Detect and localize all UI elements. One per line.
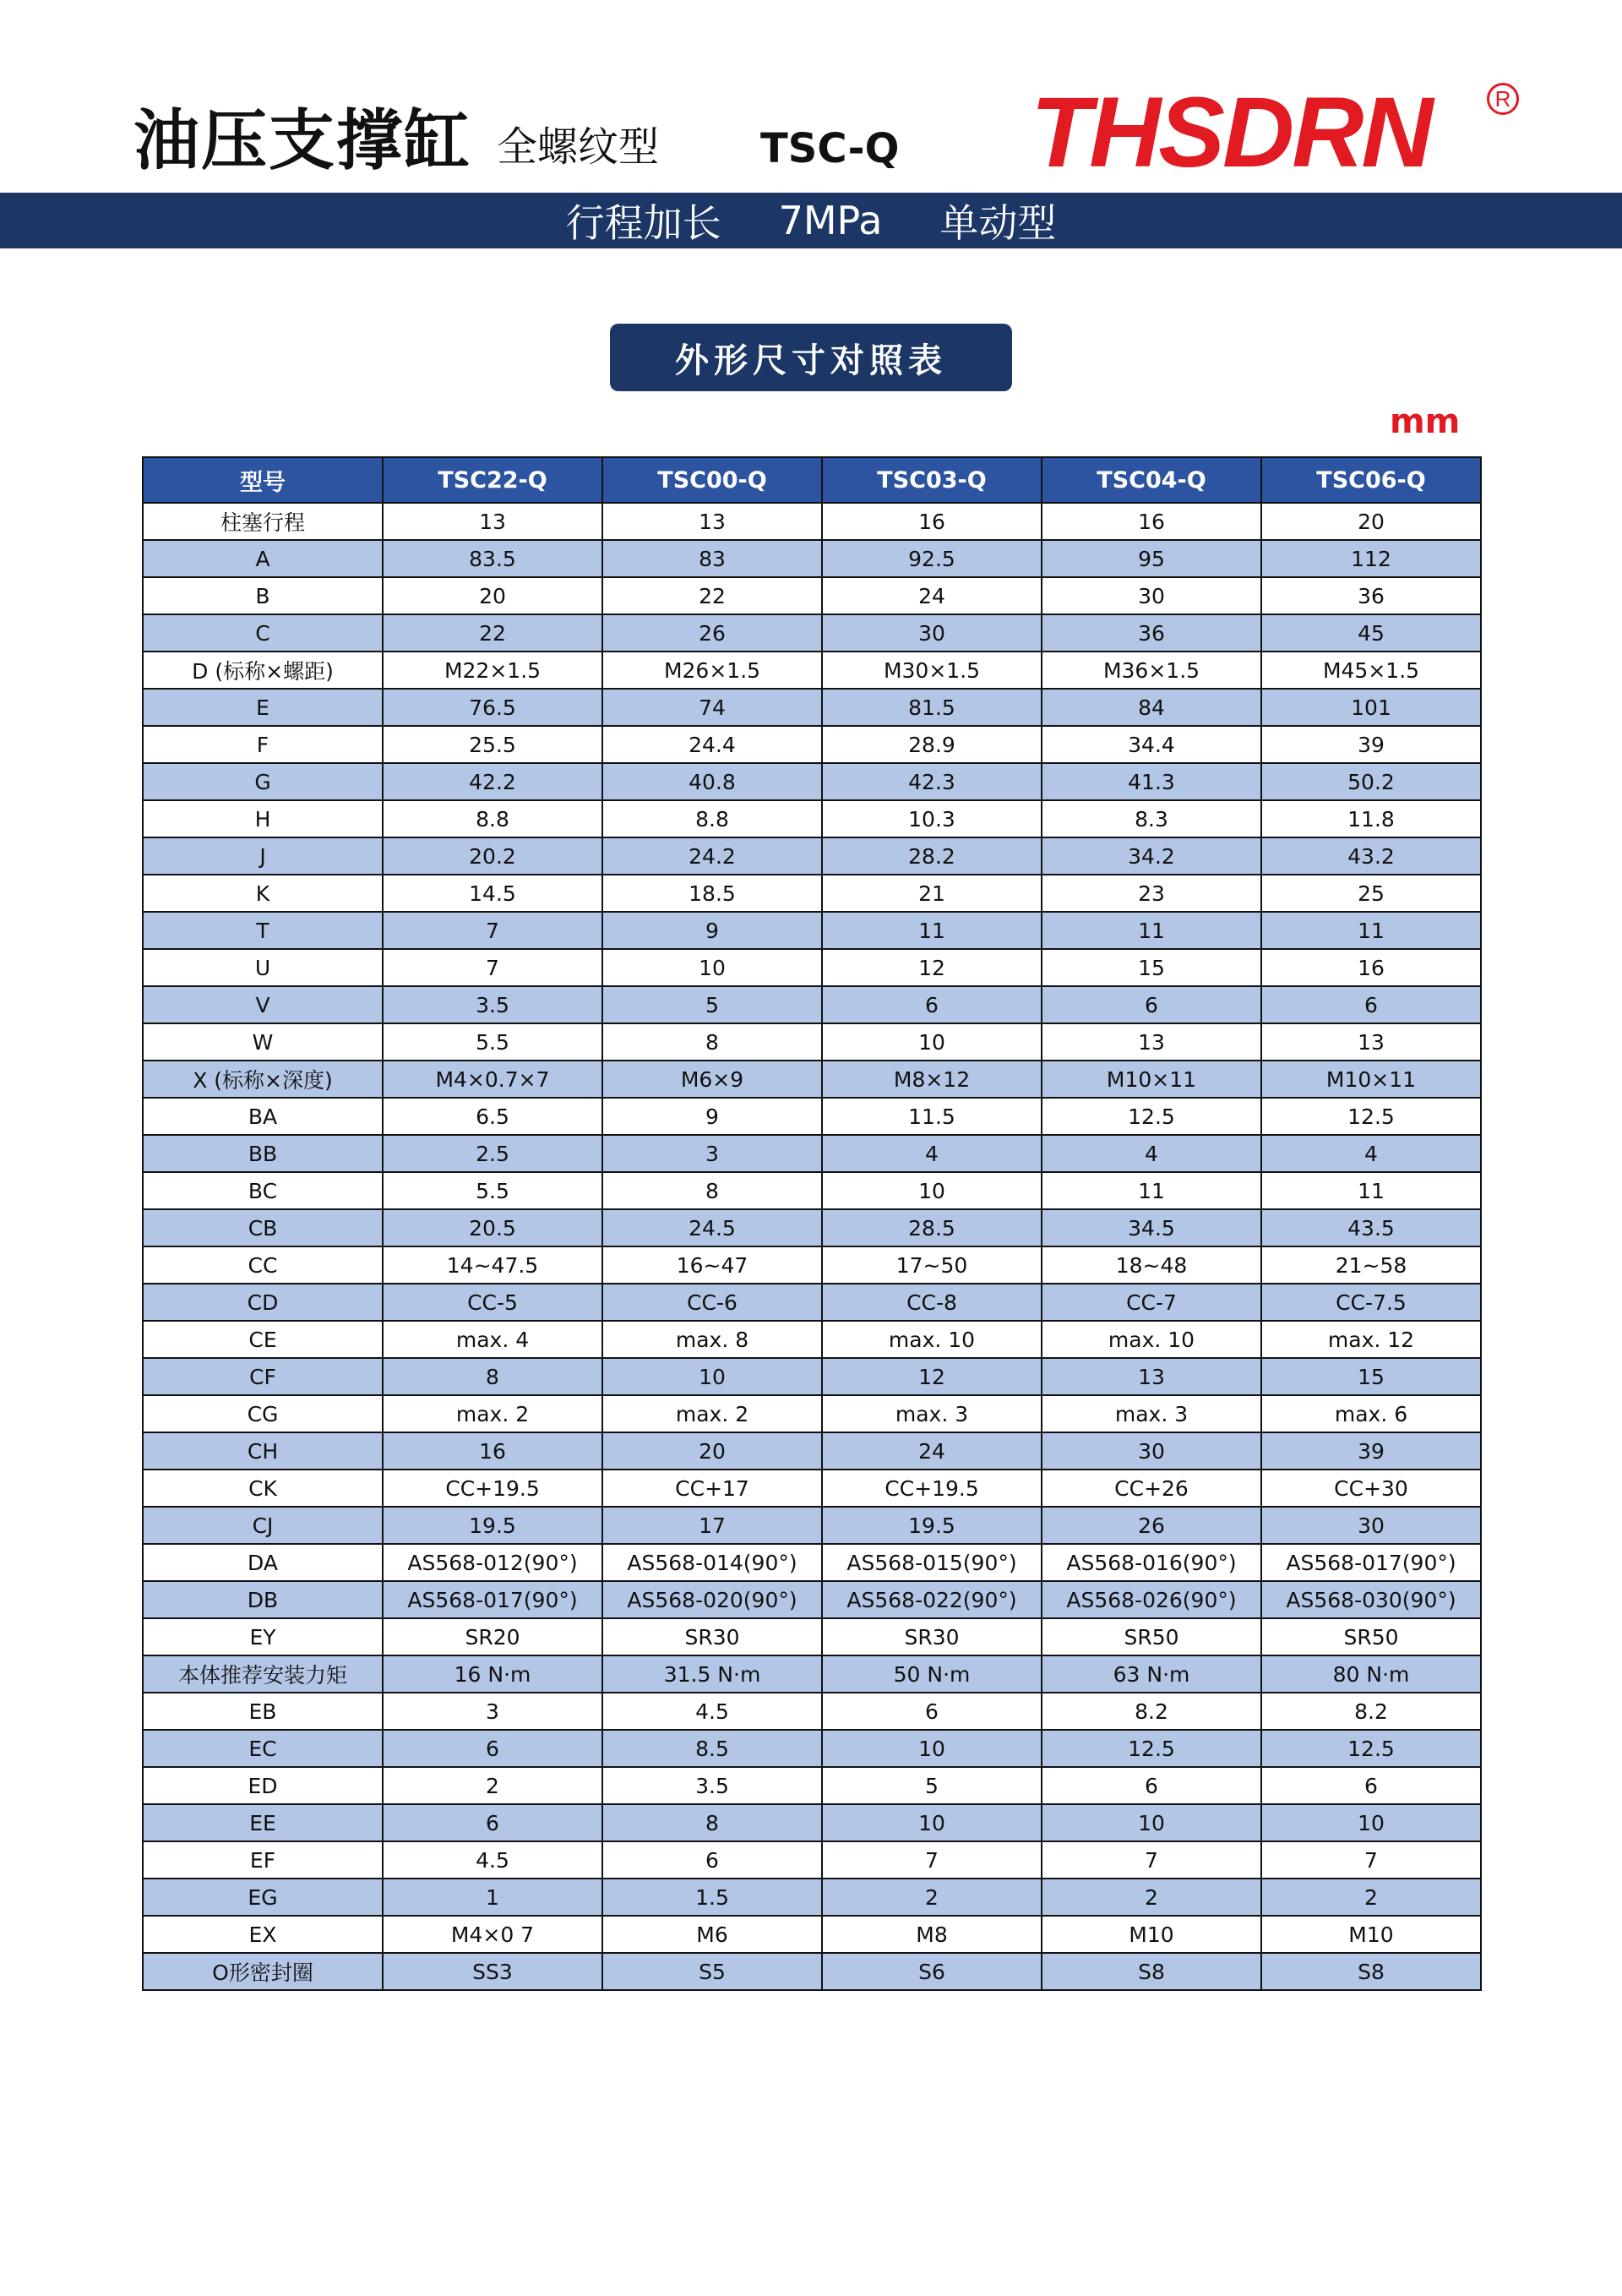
table-row <box>143 1618 1481 1655</box>
table-cell: 8.2 <box>1261 1693 1481 1730</box>
table-cell: M26×1.5 <box>602 652 822 689</box>
table-cell: M10×11 <box>1261 1061 1481 1098</box>
table-cell: AS568-012(90°) <box>383 1544 602 1581</box>
table-cell: AS568-030(90°) <box>1261 1581 1481 1618</box>
table-cell: M6×9 <box>602 1061 822 1098</box>
table-cell: max. 4 <box>383 1321 602 1358</box>
table-cell: M10 <box>1261 1916 1481 1953</box>
row-label: ED <box>143 1767 383 1804</box>
table-cell: 7 <box>383 912 602 949</box>
table-cell: 41.3 <box>1042 763 1261 800</box>
table-cell: 8 <box>602 1023 822 1061</box>
column-header: TSC00-Q <box>602 457 822 503</box>
table-row <box>143 912 1481 949</box>
table-row <box>143 689 1481 726</box>
table-row <box>143 1246 1481 1284</box>
table-cell: 7 <box>822 1841 1042 1879</box>
column-header: TSC22-Q <box>383 457 602 503</box>
table-cell: 5 <box>602 986 822 1023</box>
table-cell: 42.3 <box>822 763 1042 800</box>
table-cell: 31.5 N·m <box>602 1655 822 1693</box>
model-code: TSC-Q <box>760 125 900 172</box>
table-cell: 50 N·m <box>822 1655 1042 1693</box>
row-label: B <box>143 577 383 614</box>
table-cell: 11 <box>1042 1172 1261 1209</box>
row-label: CE <box>143 1321 383 1358</box>
table-cell: max. 3 <box>1042 1395 1261 1432</box>
table-cell: M8 <box>822 1916 1042 1953</box>
table-row <box>143 1358 1481 1395</box>
table-cell: 17 <box>602 1507 822 1544</box>
table-cell: 3 <box>602 1135 822 1172</box>
table-row <box>143 875 1481 912</box>
table-row <box>143 837 1481 875</box>
table-cell: 83 <box>602 540 822 577</box>
table-row <box>143 949 1481 986</box>
table-cell: 30 <box>1042 577 1261 614</box>
column-header: TSC06-Q <box>1261 457 1481 503</box>
table-cell: 81.5 <box>822 689 1042 726</box>
row-label: CJ <box>143 1507 383 1544</box>
table-cell: 92.5 <box>822 540 1042 577</box>
table-row <box>143 1209 1481 1246</box>
table-cell: 6 <box>383 1804 602 1841</box>
table-row <box>143 1507 1481 1544</box>
table-cell: 11 <box>1042 912 1261 949</box>
table-cell: 5.5 <box>383 1023 602 1061</box>
row-label: G <box>143 763 383 800</box>
table-cell: 12.5 <box>1042 1098 1261 1135</box>
table-cell: M10 <box>1042 1916 1261 1953</box>
table-cell: 1.5 <box>602 1879 822 1916</box>
table-cell: 8.2 <box>1042 1693 1261 1730</box>
table-cell: 10 <box>602 1358 822 1395</box>
row-label: K <box>143 875 383 912</box>
table-row <box>143 726 1481 763</box>
table-cell: 6.5 <box>383 1098 602 1135</box>
table-cell: CC-7 <box>1042 1284 1261 1321</box>
table-cell: 18.5 <box>602 875 822 912</box>
table-row <box>143 1953 1481 1990</box>
table-cell: 11 <box>1261 1172 1481 1209</box>
table-row <box>143 1172 1481 1209</box>
table-cell: M45×1.5 <box>1261 652 1481 689</box>
table-cell: 10 <box>602 949 822 986</box>
table-cell: 74 <box>602 689 822 726</box>
table-cell: 12.5 <box>1042 1730 1261 1767</box>
spec-banner <box>0 193 1622 248</box>
table-cell: 8 <box>602 1804 822 1841</box>
table-row <box>143 1916 1481 1953</box>
table-cell: 1 <box>383 1879 602 1916</box>
table-cell: 25 <box>1261 875 1481 912</box>
table-cell: CC-8 <box>822 1284 1042 1321</box>
brand-logo: THSDRN <box>1031 77 1431 188</box>
table-cell: 43.5 <box>1261 1209 1481 1246</box>
table-cell: 2 <box>1261 1879 1481 1916</box>
table-cell: CC+19.5 <box>822 1470 1042 1507</box>
row-label: C <box>143 614 383 652</box>
table-cell: 15 <box>1042 949 1261 986</box>
table-cell: 10.3 <box>822 800 1042 837</box>
row-label: BC <box>143 1172 383 1209</box>
table-row <box>143 986 1481 1023</box>
table-cell: 17~50 <box>822 1246 1042 1284</box>
table-cell: 24 <box>822 577 1042 614</box>
table-cell: 39 <box>1261 1432 1481 1470</box>
table-cell: 5.5 <box>383 1172 602 1209</box>
row-label: EG <box>143 1879 383 1916</box>
table-cell: 2 <box>822 1879 1042 1916</box>
table-cell: max. 10 <box>1042 1321 1261 1358</box>
table-cell: 36 <box>1261 577 1481 614</box>
page-title: 油压支撑缸 <box>133 103 472 179</box>
table-cell: AS568-017(90°) <box>1261 1544 1481 1581</box>
table-cell: 13 <box>1042 1023 1261 1061</box>
table-cell: AS568-020(90°) <box>602 1581 822 1618</box>
row-label: T <box>143 912 383 949</box>
row-label: CB <box>143 1209 383 1246</box>
row-label: BA <box>143 1098 383 1135</box>
table-cell: 18~48 <box>1042 1246 1261 1284</box>
table-cell: SR30 <box>822 1618 1042 1655</box>
row-label: F <box>143 726 383 763</box>
row-label: BB <box>143 1135 383 1172</box>
table-cell: max. 3 <box>822 1395 1042 1432</box>
table-row <box>143 503 1481 540</box>
row-label: CF <box>143 1358 383 1395</box>
table-cell: CC+26 <box>1042 1470 1261 1507</box>
table-cell: 34.2 <box>1042 837 1261 875</box>
table-row <box>143 1655 1481 1693</box>
table-cell: 84 <box>1042 689 1261 726</box>
table-cell: 24 <box>822 1432 1042 1470</box>
table-cell: 4 <box>822 1135 1042 1172</box>
table-cell: M8×12 <box>822 1061 1042 1098</box>
table-cell: 14.5 <box>383 875 602 912</box>
table-cell: 6 <box>822 986 1042 1023</box>
table-cell: M30×1.5 <box>822 652 1042 689</box>
table-cell: 20.5 <box>383 1209 602 1246</box>
table-cell: 8.5 <box>602 1730 822 1767</box>
table-cell: 30 <box>1042 1432 1261 1470</box>
table-cell: SR50 <box>1261 1618 1481 1655</box>
table-cell: 26 <box>602 614 822 652</box>
table-cell: 50.2 <box>1261 763 1481 800</box>
table-cell: 25.5 <box>383 726 602 763</box>
banner-action-label: 单动型 <box>939 200 1057 246</box>
table-cell: 20.2 <box>383 837 602 875</box>
table-cell: 20 <box>383 577 602 614</box>
table-cell: SR20 <box>383 1618 602 1655</box>
table-cell: 8.8 <box>602 800 822 837</box>
table-cell: CC+30 <box>1261 1470 1481 1507</box>
table-cell: 3.5 <box>602 1767 822 1804</box>
row-label: CC <box>143 1246 383 1284</box>
row-label: H <box>143 800 383 837</box>
table-row <box>143 1544 1481 1581</box>
table-row <box>143 1841 1481 1879</box>
table-cell: 95 <box>1042 540 1261 577</box>
table-cell: 13 <box>383 503 602 540</box>
table-row <box>143 540 1481 577</box>
table-cell: 20 <box>1261 503 1481 540</box>
table-cell: 14~47.5 <box>383 1246 602 1284</box>
table-cell: 101 <box>1261 689 1481 726</box>
table-cell: 16 <box>1261 949 1481 986</box>
table-cell: S5 <box>602 1953 822 1990</box>
table-cell: SS3 <box>383 1953 602 1990</box>
table-cell: 45 <box>1261 614 1481 652</box>
row-label: J <box>143 837 383 875</box>
table-cell: 10 <box>822 1804 1042 1841</box>
row-label: D (标称×螺距) <box>143 652 383 689</box>
table-cell: 24.5 <box>602 1209 822 1246</box>
table-cell: 15 <box>1261 1358 1481 1395</box>
table-cell: 6 <box>602 1841 822 1879</box>
table-cell: 12.5 <box>1261 1098 1481 1135</box>
table-row <box>143 577 1481 614</box>
table-cell: 13 <box>602 503 822 540</box>
table-cell: 10 <box>822 1730 1042 1767</box>
table-cell: 6 <box>383 1730 602 1767</box>
table-cell: 26 <box>1042 1507 1261 1544</box>
table-cell: 23 <box>1042 875 1261 912</box>
table-row <box>143 1432 1481 1470</box>
unit-label: mm <box>1390 402 1461 441</box>
table-cell: 76.5 <box>383 689 602 726</box>
table-cell: 22 <box>602 577 822 614</box>
table-cell: CC-7.5 <box>1261 1284 1481 1321</box>
row-label: EB <box>143 1693 383 1730</box>
table-row <box>143 800 1481 837</box>
table-cell: 6 <box>1042 986 1261 1023</box>
table-cell: 12 <box>822 1358 1042 1395</box>
row-label: CH <box>143 1432 383 1470</box>
table-header-row <box>143 457 1481 503</box>
table-cell: max. 10 <box>822 1321 1042 1358</box>
table-cell: 9 <box>602 1098 822 1135</box>
table-cell: 36 <box>1042 614 1261 652</box>
table-cell: 20 <box>602 1432 822 1470</box>
table-cell: 11.8 <box>1261 800 1481 837</box>
table-cell: 40.8 <box>602 763 822 800</box>
table-cell: 10 <box>1261 1804 1481 1841</box>
table-cell: 8 <box>602 1172 822 1209</box>
table-cell: 8.3 <box>1042 800 1261 837</box>
table-cell: AS568-026(90°) <box>1042 1581 1261 1618</box>
table-cell: M36×1.5 <box>1042 652 1261 689</box>
table-row <box>143 1581 1481 1618</box>
row-label: V <box>143 986 383 1023</box>
table-cell: AS568-014(90°) <box>602 1544 822 1581</box>
column-header-model: 型号 <box>143 457 383 503</box>
table-cell: CC-5 <box>383 1284 602 1321</box>
row-label: CD <box>143 1284 383 1321</box>
table-cell: 2 <box>1042 1879 1261 1916</box>
table-row <box>143 1693 1481 1730</box>
table-cell: 10 <box>822 1172 1042 1209</box>
table-cell: M6 <box>602 1916 822 1953</box>
table-cell: 3 <box>383 1693 602 1730</box>
table-cell: CC+17 <box>602 1470 822 1507</box>
row-label: E <box>143 689 383 726</box>
table-cell: 112 <box>1261 540 1481 577</box>
table-cell: 3.5 <box>383 986 602 1023</box>
row-label: EX <box>143 1916 383 1953</box>
table-cell: 10 <box>822 1023 1042 1061</box>
row-label: EY <box>143 1618 383 1655</box>
column-header: TSC04-Q <box>1042 457 1261 503</box>
row-label: EE <box>143 1804 383 1841</box>
table-cell: AS568-022(90°) <box>822 1581 1042 1618</box>
table-cell: 7 <box>1261 1841 1481 1879</box>
table-row <box>143 1470 1481 1507</box>
table-cell: 2.5 <box>383 1135 602 1172</box>
table-row <box>143 1023 1481 1061</box>
table-row <box>143 614 1481 652</box>
table-cell: 21 <box>822 875 1042 912</box>
table-cell: S6 <box>822 1953 1042 1990</box>
row-label: W <box>143 1023 383 1061</box>
table-cell: 4.5 <box>383 1841 602 1879</box>
row-label: EC <box>143 1730 383 1767</box>
table-cell: 7 <box>1042 1841 1261 1879</box>
table-cell: 2 <box>383 1767 602 1804</box>
table-cell: 24.2 <box>602 837 822 875</box>
table-cell: CC+19.5 <box>383 1470 602 1507</box>
table-cell: 42.2 <box>383 763 602 800</box>
page-subtitle: 全螺纹型 <box>497 123 660 171</box>
table-cell: S8 <box>1261 1953 1481 1990</box>
registered-mark-icon: R <box>1487 83 1519 115</box>
table-cell: 6 <box>822 1693 1042 1730</box>
table-cell: max. 8 <box>602 1321 822 1358</box>
table-cell: 28.2 <box>822 837 1042 875</box>
table-cell: 4 <box>1261 1135 1481 1172</box>
table-cell: S8 <box>1042 1953 1261 1990</box>
table-cell: 28.5 <box>822 1209 1042 1246</box>
table-row <box>143 1879 1481 1916</box>
row-label: CG <box>143 1395 383 1432</box>
table-row <box>143 1730 1481 1767</box>
table-cell: 5 <box>822 1767 1042 1804</box>
row-label: U <box>143 949 383 986</box>
table-row <box>143 1804 1481 1841</box>
table-cell: 6 <box>1261 1767 1481 1804</box>
table-cell: max. 2 <box>383 1395 602 1432</box>
table-cell: 34.4 <box>1042 726 1261 763</box>
table-cell: M4×0 7 <box>383 1916 602 1953</box>
table-cell: SR50 <box>1042 1618 1261 1655</box>
table-cell: 43.2 <box>1261 837 1481 875</box>
table-cell: 8.8 <box>383 800 602 837</box>
banner-stroke-label: 行程加长 <box>565 200 721 246</box>
table-cell: 8 <box>383 1358 602 1395</box>
banner-pressure-label: 7MPa <box>778 198 883 243</box>
table-cell: 16~47 <box>602 1246 822 1284</box>
table-cell: CC-6 <box>602 1284 822 1321</box>
row-label: X (标称×深度) <box>143 1061 383 1098</box>
table-row <box>143 1135 1481 1172</box>
table-row <box>143 1098 1481 1135</box>
table-cell: 11 <box>1261 912 1481 949</box>
table-row <box>143 652 1481 689</box>
table-row <box>143 1767 1481 1804</box>
table-cell: 7 <box>383 949 602 986</box>
table-row <box>143 763 1481 800</box>
column-header: TSC03-Q <box>822 457 1042 503</box>
dimension-table <box>142 456 1482 1991</box>
table-cell: max. 12 <box>1261 1321 1481 1358</box>
table-cell: 21~58 <box>1261 1246 1481 1284</box>
table-cell: 9 <box>602 912 822 949</box>
table-cell: 10 <box>1042 1804 1261 1841</box>
table-cell: 80 N·m <box>1261 1655 1481 1693</box>
section-title: 外形尺寸对照表 <box>610 324 1012 391</box>
row-label: EF <box>143 1841 383 1879</box>
table-cell: 13 <box>1042 1358 1261 1395</box>
table-cell: AS568-016(90°) <box>1042 1544 1261 1581</box>
table-cell: 19.5 <box>822 1507 1042 1544</box>
table-cell: 30 <box>1261 1507 1481 1544</box>
table-cell: 22 <box>383 614 602 652</box>
table-cell: 19.5 <box>383 1507 602 1544</box>
table-cell: 6 <box>1261 986 1481 1023</box>
table-cell: 13 <box>1261 1023 1481 1061</box>
table-cell: 6 <box>1042 1767 1261 1804</box>
table-cell: 11.5 <box>822 1098 1042 1135</box>
table-row <box>143 1321 1481 1358</box>
table-cell: 30 <box>822 614 1042 652</box>
table-cell: 24.4 <box>602 726 822 763</box>
table-cell: 16 <box>822 503 1042 540</box>
table-cell: 4.5 <box>602 1693 822 1730</box>
table-cell: 34.5 <box>1042 1209 1261 1246</box>
row-label: 本体推荐安装力矩 <box>143 1655 383 1693</box>
table-cell: 4 <box>1042 1135 1261 1172</box>
table-cell: 83.5 <box>383 540 602 577</box>
table-cell: SR30 <box>602 1618 822 1655</box>
table-cell: 12 <box>822 949 1042 986</box>
table-cell: 11 <box>822 912 1042 949</box>
table-cell: 63 N·m <box>1042 1655 1261 1693</box>
table-cell: max. 2 <box>602 1395 822 1432</box>
table-row <box>143 1284 1481 1321</box>
table-cell: max. 6 <box>1261 1395 1481 1432</box>
row-label: CK <box>143 1470 383 1507</box>
table-cell: 39 <box>1261 726 1481 763</box>
row-label: 柱塞行程 <box>143 503 383 540</box>
table-cell: AS568-017(90°) <box>383 1581 602 1618</box>
row-label: O形密封圈 <box>143 1953 383 1990</box>
table-cell: 16 <box>1042 503 1261 540</box>
table-cell: 16 N·m <box>383 1655 602 1693</box>
row-label: DA <box>143 1544 383 1581</box>
table-cell: M22×1.5 <box>383 652 602 689</box>
table-row <box>143 1061 1481 1098</box>
table-cell: M4×0.7×7 <box>383 1061 602 1098</box>
row-label: DB <box>143 1581 383 1618</box>
table-cell: 16 <box>383 1432 602 1470</box>
table-cell: AS568-015(90°) <box>822 1544 1042 1581</box>
row-label: A <box>143 540 383 577</box>
table-cell: 28.9 <box>822 726 1042 763</box>
table-cell: M10×11 <box>1042 1061 1261 1098</box>
table-cell: 12.5 <box>1261 1730 1481 1767</box>
table-row <box>143 1395 1481 1432</box>
